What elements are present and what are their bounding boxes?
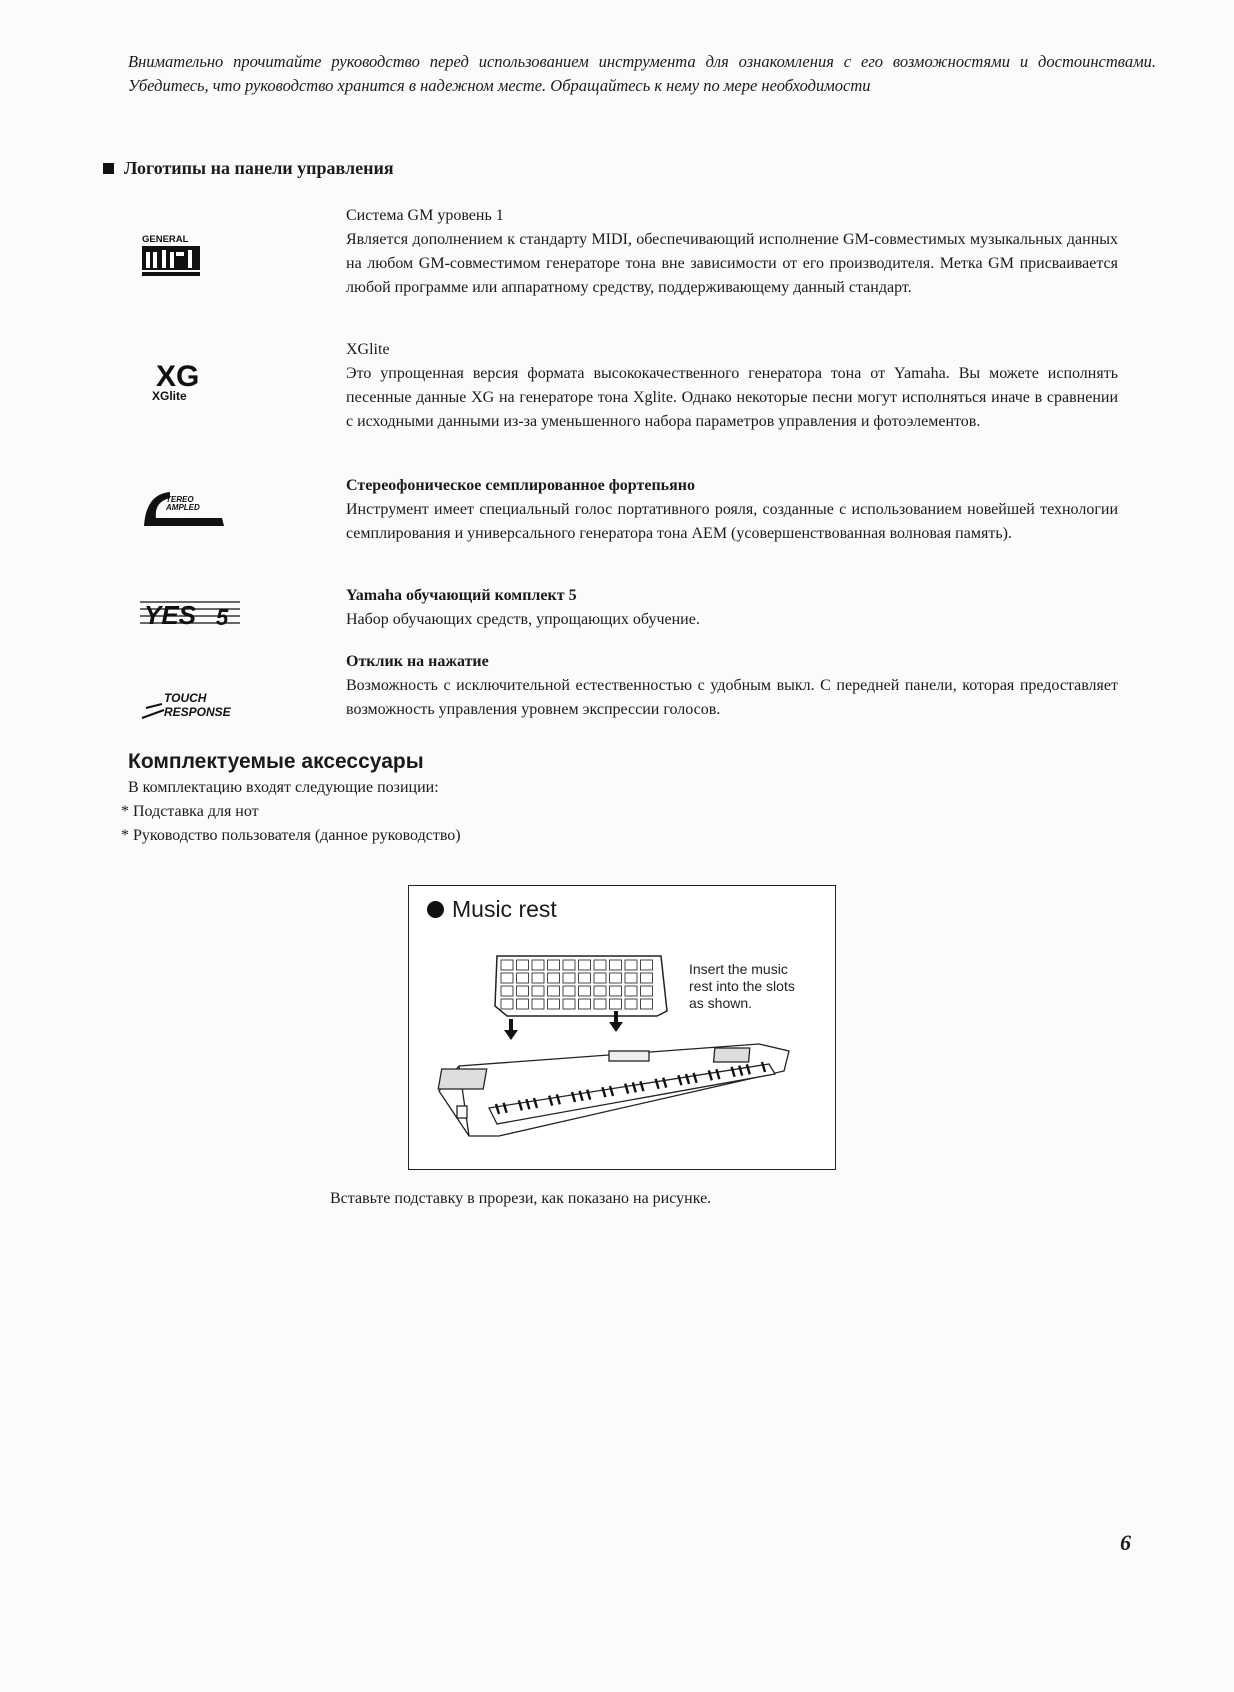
- entry-education-suite: [346, 584, 1118, 632]
- entry-text: Является дополнением к стандарту MIDI, обеспечивающий исполнение GM-совместимых музыкальных данных на любом GM-совместимом генераторе тона вне зависимости от его производителя. Метка GM присваивается любой программе или аппаратному средству, поддерживающему данный стандарт.: [346, 231, 1118, 296]
- accessories-intro: В комплектацию входят следующие позиции:: [128, 779, 439, 796]
- entry-stereo-sampled-piano: [346, 474, 1118, 546]
- entry-general-midi: [346, 204, 1118, 300]
- svg-text:RESPONSE: RESPONSE: [164, 705, 231, 719]
- stereo-sampled-piano-logo: [140, 488, 250, 533]
- xglite-logo: [140, 358, 250, 409]
- figure-caption: Вставьте подставку в прорези, как показано на рисунке.: [330, 1190, 712, 1207]
- entry-text: Возможность с исключительной естественностью с удобным выкл. С передней панели, которая предоставляет возможность управления уровнем экспрессии голосов.: [346, 677, 1118, 718]
- entry-text: Набор обучающих средств, упрощающих обучение.: [346, 611, 700, 628]
- svg-text:TEREO: TEREO: [166, 495, 194, 504]
- square-bullet-icon: [103, 163, 114, 174]
- svg-text:GENERAL: GENERAL: [142, 234, 189, 245]
- yamaha-education-suite-logo: [140, 592, 250, 633]
- entry-title: Система GM уровень 1: [346, 207, 504, 224]
- entry-touch-response: [346, 650, 1118, 722]
- entry-title: Yamaha обучающий комплект 5: [346, 587, 577, 604]
- entry-text: Инструмент имеет специальный голос портативного рояля, созданные с использованием новейшей технологии семплирования и универсального генератора тона AEM (усовершенствованная волновая память).: [346, 501, 1118, 542]
- svg-text:XGlite: XGlite: [152, 389, 187, 403]
- logos-heading: [103, 158, 394, 179]
- entry-text: Это упрощенная версия формата высококачественного генератора тона от Yamaha. Вы можете исполнять песенные данные XG на генераторе тона Xglite. Однако некоторые песни могут исполняться иначе в сравнении с исходными данными из-за уменьшенного набора параметров управления и фотоэлементов.: [346, 365, 1118, 430]
- svg-text:5: 5: [216, 605, 229, 628]
- svg-text:IANO: IANO: [166, 511, 186, 520]
- accessory-item: * Руководство пользователя (данное руководство): [121, 827, 461, 844]
- svg-text:XG: XG: [156, 360, 200, 393]
- figure-note: Insert the music rest into the slots as shown.: [689, 961, 795, 1011]
- entry-title: Отклик на нажатие: [346, 653, 489, 670]
- music-rest-drawing: [495, 956, 667, 1016]
- svg-text:YES: YES: [144, 600, 197, 628]
- svg-text:TOUCH: TOUCH: [164, 691, 207, 705]
- accessories-heading: Комплектуемые аксессуары: [128, 750, 424, 773]
- intro-paragraph: Внимательно прочитайте руководство перед использованием инструмента для ознакомления с его возможностями и достоинствами. Убедитесь, что руководство хранится в надежном месте. Обращайтесь к нему по мере необходимости: [128, 52, 1156, 95]
- keyboard-drawing: [438, 1044, 789, 1136]
- entry-xglite: [346, 338, 1118, 434]
- entry-title: Стереофоническое семплированное фортепьяно: [346, 477, 696, 494]
- logos-heading-text: Логотипы на панели управления: [124, 158, 394, 178]
- figure-title: Music rest: [427, 896, 557, 923]
- accessories-list: [121, 776, 461, 848]
- entry-title: XGlite: [346, 341, 390, 358]
- accessory-item: * Подставка для нот: [121, 803, 259, 820]
- general-midi-logo: [140, 232, 250, 285]
- svg-text:AMPLED: AMPLED: [166, 503, 200, 512]
- touch-response-logo: [140, 686, 250, 727]
- keyboard-illustration: [409, 886, 835, 1169]
- music-rest-figure: [408, 885, 836, 1170]
- page-number: 6: [1120, 1530, 1131, 1555]
